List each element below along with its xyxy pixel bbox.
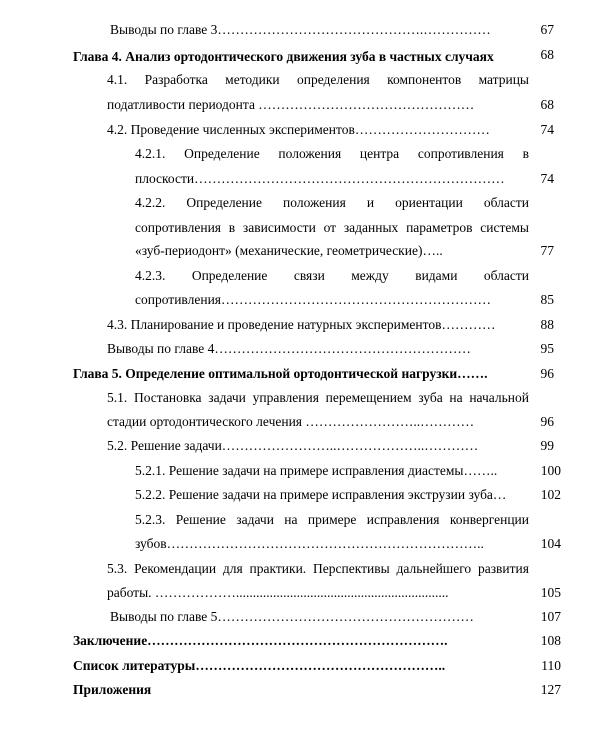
toc-chapter: Заключение…………………………………………………………. xyxy=(73,633,448,648)
toc-page-number: 67 xyxy=(540,22,554,37)
toc-page-number: 96 xyxy=(540,414,554,429)
toc-page-number: 85 xyxy=(540,292,554,307)
toc-entry: плоскости…………………………………………………………… xyxy=(135,171,505,186)
toc-chapter: Глава 5. Определение оптимальной ортодонтической нагрузки……. xyxy=(73,366,488,381)
toc-entry: 5.2.1. Решение задачи на примере исправления диастемы…….. xyxy=(135,463,498,478)
toc-entry: сопротивления…………………………………………………… xyxy=(135,292,491,307)
toc-page-number: 74 xyxy=(540,122,554,137)
toc-page-number: 96 xyxy=(540,366,554,381)
toc-page-number: 88 xyxy=(540,317,554,332)
toc-entry: 5.2.2. Решение задачи на примере исправления экструзии зуба… xyxy=(135,487,507,502)
toc-page-number: 127 xyxy=(540,682,561,697)
toc-entry: податливости периодонта ………………………………………… xyxy=(107,97,475,112)
toc-entry: «зуб-периодонт» (механические, геометрические)….. xyxy=(135,243,443,258)
toc-chapter: Глава 4. Анализ ортодонтического движения зуба в частных случаях xyxy=(73,49,494,64)
toc-entry: 4.3. Планирование и проведение натурных экспериментов………… xyxy=(107,317,496,332)
toc-page-number: 104 xyxy=(540,536,561,551)
toc-entry: стадии ортодонтического лечения ……………………..………… xyxy=(107,414,475,429)
toc-page-number: 102 xyxy=(540,487,561,502)
toc-page-number: 107 xyxy=(540,609,561,624)
toc-entry: Выводы по главе 3……………………………………….…………… xyxy=(110,22,491,37)
toc-entry: Выводы по главе 5………………………………………………… xyxy=(110,609,474,624)
toc-page-number: 74 xyxy=(540,171,554,186)
toc-page-number: 95 xyxy=(540,341,554,356)
toc-page-number: 108 xyxy=(540,633,561,648)
toc-page-number: 99 xyxy=(540,438,554,453)
toc-entry: 4.2.1. Определение положения центра сопротивления в xyxy=(135,146,529,161)
toc-entry: сопротивления в зависимости от заданных параметров системы xyxy=(135,220,529,235)
toc-entry: 4.2. Проведение численных экспериментов………………………… xyxy=(107,122,490,137)
toc-page-number: 68 xyxy=(540,47,554,62)
toc-page-number: 77 xyxy=(540,243,554,258)
toc-chapter: Приложения xyxy=(73,682,152,697)
toc-entry: зубов…………………………………………………………….. xyxy=(135,536,484,551)
toc-page-number: 100 xyxy=(540,463,561,478)
toc-entry: 4.1. Разработка методики определения компонентов матрицы xyxy=(107,72,529,87)
toc-page-number: 110 xyxy=(541,658,561,673)
toc-entry: 5.3. Рекомендации для практики. Перспективы дальнейшего развития xyxy=(107,561,529,576)
toc-entry: 4.2.3. Определение связи между видами области xyxy=(135,268,529,283)
toc-entry: 4.2.2. Определение положения и ориентации области xyxy=(135,195,529,210)
toc-entry: Выводы по главе 4………………………………………………… xyxy=(107,341,471,356)
toc-page-number: 68 xyxy=(540,97,554,112)
toc-entry: 5.1. Постановка задачи управления перемещением зуба на начальной xyxy=(107,390,529,405)
toc-entry: 5.2.3. Решение задачи на примере исправления конвергенции xyxy=(135,512,529,527)
toc-entry: 5.2. Решение задачи……………………..………………..………… xyxy=(107,438,479,453)
toc-chapter: Список литературы……………………………………………….. xyxy=(73,658,446,673)
toc-page-number: 105 xyxy=(540,585,561,600)
toc-entry: работы. ………………............................................................... xyxy=(107,585,449,600)
